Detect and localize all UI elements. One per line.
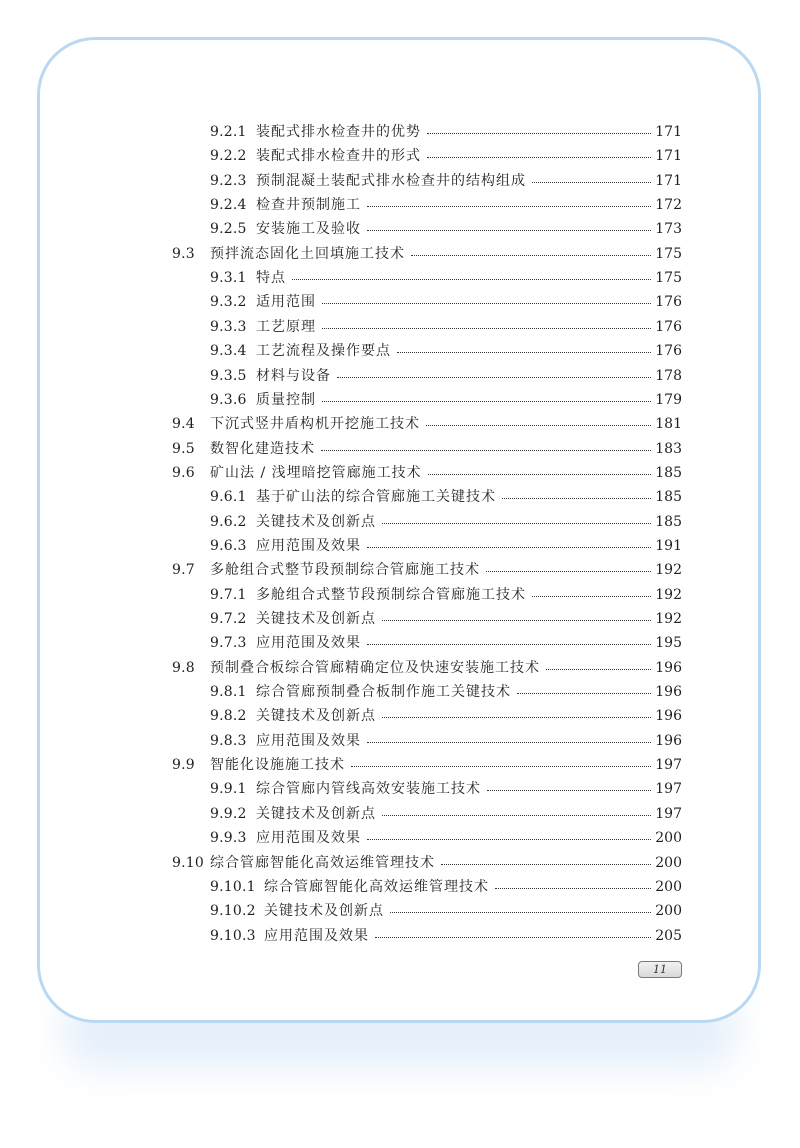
toc-entry-page: 173	[655, 221, 682, 238]
toc-entry[interactable]	[210, 217, 682, 241]
toc-entry-number: 9.3.4	[210, 343, 247, 360]
toc-entry[interactable]	[210, 510, 682, 534]
toc-entry-page: 192	[655, 562, 682, 579]
toc-entry-title: 应用范围及效果	[256, 830, 361, 847]
toc-entry-title: 应用范围及效果	[264, 927, 369, 944]
toc-entry-title: 关键技术及创新点	[256, 708, 376, 725]
dot-leader	[367, 217, 651, 241]
toc-entry-number: 9.3.3	[210, 318, 247, 335]
toc-entry-title: 检查井预制施工	[256, 197, 361, 214]
toc-entry-page: 197	[655, 805, 682, 822]
toc-entry[interactable]	[210, 120, 682, 144]
dot-leader	[532, 169, 651, 193]
toc-entry-page: 192	[655, 611, 682, 627]
toc-entry-number: 9.7.3	[210, 635, 247, 652]
toc-entry-title: 预拌流态固化土回填施工技术	[210, 245, 405, 262]
toc-entry[interactable]	[172, 656, 682, 680]
toc-entry-number: 9.2.5	[210, 221, 247, 238]
toc-entry-page: 196	[655, 708, 682, 725]
toc-entry-title: 工艺流程及操作要点	[256, 343, 391, 360]
toc-entry-number: 9.8.3	[210, 732, 247, 749]
toc-entry-page: 196	[655, 684, 682, 701]
toc-entry-number: 9.6.3	[210, 537, 247, 554]
toc-entry-title: 材料与设备	[256, 367, 331, 384]
toc-entry-number: 9.2.1	[210, 124, 247, 140]
toc-entry[interactable]	[210, 266, 682, 290]
toc-entry-page: 171	[655, 124, 682, 140]
toc-entry[interactable]	[172, 753, 682, 777]
toc-entry-title: 适用范围	[256, 294, 316, 311]
toc-entry-number: 9.9	[172, 757, 195, 774]
toc-entry[interactable]	[210, 729, 682, 753]
toc-entry[interactable]	[210, 315, 682, 339]
dot-leader	[367, 631, 651, 655]
toc-entry-title: 综合管廊智能化高效运维管理技术	[210, 854, 435, 871]
toc-entry-number: 9.2.3	[210, 172, 247, 189]
toc-entry-number: 9.4	[172, 416, 195, 433]
toc-entry-number: 9.10.3	[210, 927, 256, 944]
dot-leader	[441, 851, 651, 875]
toc-entry-number: 9.7.2	[210, 611, 247, 627]
toc-entry[interactable]	[210, 193, 682, 217]
toc-entry-number: 9.3.1	[210, 270, 247, 287]
toc-entry-page: 176	[655, 318, 682, 335]
toc-entry-page: 172	[655, 197, 682, 214]
toc-entry-title: 智能化设施施工技术	[210, 757, 345, 774]
toc-entry-page: 171	[655, 172, 682, 189]
toc-entry-page: 197	[655, 781, 682, 798]
dot-leader	[428, 461, 652, 485]
dot-leader	[351, 753, 651, 777]
toc-entry[interactable]	[210, 583, 682, 607]
toc-entry-title: 安装施工及验收	[256, 221, 361, 238]
toc-entry-page: 197	[655, 757, 682, 774]
dot-leader	[427, 144, 651, 168]
toc-entry-title: 矿山法 / 浅埋暗挖管廊施工技术	[210, 464, 422, 481]
toc-entry[interactable]	[210, 826, 682, 850]
toc-entry-title: 基于矿山法的综合管廊施工关键技术	[256, 489, 496, 506]
toc-entry-page: 192	[655, 586, 682, 603]
toc-entry-title: 关键技术及创新点	[264, 903, 384, 920]
dot-leader	[487, 777, 651, 801]
toc-entry[interactable]	[172, 558, 682, 582]
toc-entry-page: 185	[655, 513, 682, 530]
toc-entry-number: 9.10.1	[210, 878, 256, 895]
toc-entry-number: 9.6.1	[210, 489, 247, 506]
toc-entry[interactable]	[210, 899, 682, 923]
toc-entry-number: 9.9.2	[210, 805, 247, 822]
toc-entry-page: 200	[655, 830, 682, 847]
toc-entry[interactable]	[210, 777, 682, 801]
dot-leader	[337, 364, 651, 388]
toc-entry[interactable]	[210, 388, 682, 412]
toc-entry[interactable]	[210, 802, 682, 826]
toc-entry[interactable]	[210, 364, 682, 388]
toc-entry-title: 工艺原理	[256, 318, 316, 335]
toc-entry-page: 200	[655, 903, 682, 920]
toc-entry[interactable]	[210, 290, 682, 314]
toc-entry-number: 9.3	[172, 245, 195, 262]
dot-leader	[390, 899, 651, 923]
toc-entry-page: 205	[655, 927, 682, 944]
toc-entry-page: 191	[655, 537, 682, 554]
toc-entry-page: 171	[655, 148, 682, 165]
toc-entry-title: 综合管廊智能化高效运维管理技术	[264, 878, 489, 895]
toc-entry[interactable]	[172, 242, 682, 266]
toc-entry-number: 9.10.2	[210, 903, 256, 920]
dot-leader	[367, 729, 651, 753]
toc-entry-page: 185	[655, 489, 682, 506]
toc-entry-number: 9.2.4	[210, 197, 247, 214]
toc-entry-number: 9.3.6	[210, 391, 247, 408]
toc-entry[interactable]	[210, 485, 682, 509]
dot-leader	[397, 339, 651, 363]
toc-entry[interactable]	[210, 631, 682, 655]
toc-entry-number: 9.6.2	[210, 513, 247, 530]
dot-leader	[367, 193, 651, 217]
toc-entry[interactable]	[172, 461, 682, 485]
toc-entry-title: 预制混凝土装配式排水检查井的结构组成	[256, 172, 526, 189]
toc-entry-number: 9.8	[172, 659, 195, 676]
toc-entry-page: 178	[655, 367, 682, 384]
dot-leader	[375, 924, 651, 948]
toc-entry-title: 关键技术及创新点	[256, 805, 376, 822]
dot-leader	[546, 656, 651, 680]
dot-leader	[322, 315, 651, 339]
toc-entry[interactable]	[210, 534, 682, 558]
toc-entry-number: 9.2.2	[210, 148, 247, 165]
toc-entry-title: 装配式排水检查井的形式	[256, 148, 421, 165]
toc-entry[interactable]	[210, 169, 682, 193]
toc-entry[interactable]	[172, 412, 682, 436]
toc-entry-page: 195	[655, 635, 682, 652]
toc-entry[interactable]	[210, 144, 682, 168]
toc-entry-title: 关键技术及创新点	[256, 611, 376, 627]
dot-leader	[427, 120, 651, 144]
toc-entry[interactable]	[172, 437, 682, 461]
toc-entry-number: 9.3.2	[210, 294, 247, 311]
dot-leader	[382, 510, 651, 534]
toc-entry[interactable]	[172, 851, 682, 875]
toc-entry-title: 应用范围及效果	[256, 635, 361, 652]
toc-entry-number: 9.7.1	[210, 586, 247, 603]
dot-leader	[321, 437, 651, 461]
toc-entry-page: 175	[655, 270, 682, 287]
toc-entry[interactable]	[210, 339, 682, 363]
dot-leader	[382, 802, 651, 826]
toc-entry-title: 多舱组合式整节段预制综合管廊施工技术	[210, 562, 480, 579]
toc-entry[interactable]	[210, 704, 682, 728]
toc-entry-number: 9.8.1	[210, 684, 247, 701]
toc-entry-page: 176	[655, 343, 682, 360]
dot-leader	[426, 412, 651, 436]
toc-entry-title: 特点	[256, 270, 286, 287]
dot-leader	[322, 388, 651, 412]
dot-leader	[486, 558, 651, 582]
toc-entry-number: 9.3.5	[210, 367, 247, 384]
toc-entry-page: 176	[655, 294, 682, 311]
toc-entry-number: 9.8.2	[210, 708, 247, 725]
toc-entry-title: 综合管廊内管线高效安装施工技术	[256, 781, 481, 798]
toc-entry-page: 179	[655, 391, 682, 408]
toc-entry-title: 质量控制	[256, 391, 316, 408]
toc-entry-page: 181	[655, 416, 682, 433]
dot-leader	[495, 875, 651, 899]
toc-entry-page: 175	[655, 245, 682, 262]
toc-entry-number: 9.9.3	[210, 830, 247, 847]
toc-entry-number: 9.7	[172, 562, 195, 579]
dot-leader	[532, 583, 651, 607]
toc-entry[interactable]	[210, 924, 682, 948]
dot-leader	[502, 485, 651, 509]
toc-entry-title: 下沉式竖井盾构机开挖施工技术	[210, 416, 420, 433]
toc-entry-page: 196	[655, 732, 682, 749]
dot-leader	[367, 826, 651, 850]
toc-entry-title: 应用范围及效果	[256, 732, 361, 749]
toc-entry-page: 200	[655, 854, 682, 871]
dot-leader	[367, 534, 651, 558]
dot-leader	[517, 680, 651, 704]
toc-entry-page: 183	[655, 440, 682, 457]
toc-entry-title: 数智化建造技术	[210, 440, 315, 457]
toc-entry-page: 185	[655, 464, 682, 481]
toc-entry-title: 综合管廊预制叠合板制作施工关键技术	[256, 684, 511, 701]
dot-leader	[382, 704, 651, 728]
toc-entry-page: 200	[655, 878, 682, 895]
toc-entry-title: 多舱组合式整节段预制综合管廊施工技术	[256, 586, 526, 603]
toc-entry-title: 预制叠合板综合管廊精确定位及快速安装施工技术	[210, 659, 540, 676]
dot-leader	[382, 607, 651, 631]
dot-leader	[322, 290, 651, 314]
toc-entry-title: 应用范围及效果	[256, 537, 361, 554]
toc-entry-number: 9.5	[172, 440, 195, 457]
toc-entry[interactable]	[210, 680, 682, 704]
toc-entry-number: 9.6	[172, 464, 195, 481]
dot-leader	[292, 266, 651, 290]
toc-entry[interactable]	[210, 875, 682, 899]
toc-entry-number: 9.9.1	[210, 781, 247, 798]
page-number-badge: 11	[638, 961, 682, 978]
toc-entry-page: 196	[655, 659, 682, 676]
dot-leader	[411, 242, 651, 266]
toc-entry-title: 装配式排水检查井的优势	[256, 124, 421, 140]
toc-entry-title: 关键技术及创新点	[256, 513, 376, 530]
toc-entry-number: 9.10	[172, 854, 204, 871]
toc-entry[interactable]	[210, 607, 682, 631]
